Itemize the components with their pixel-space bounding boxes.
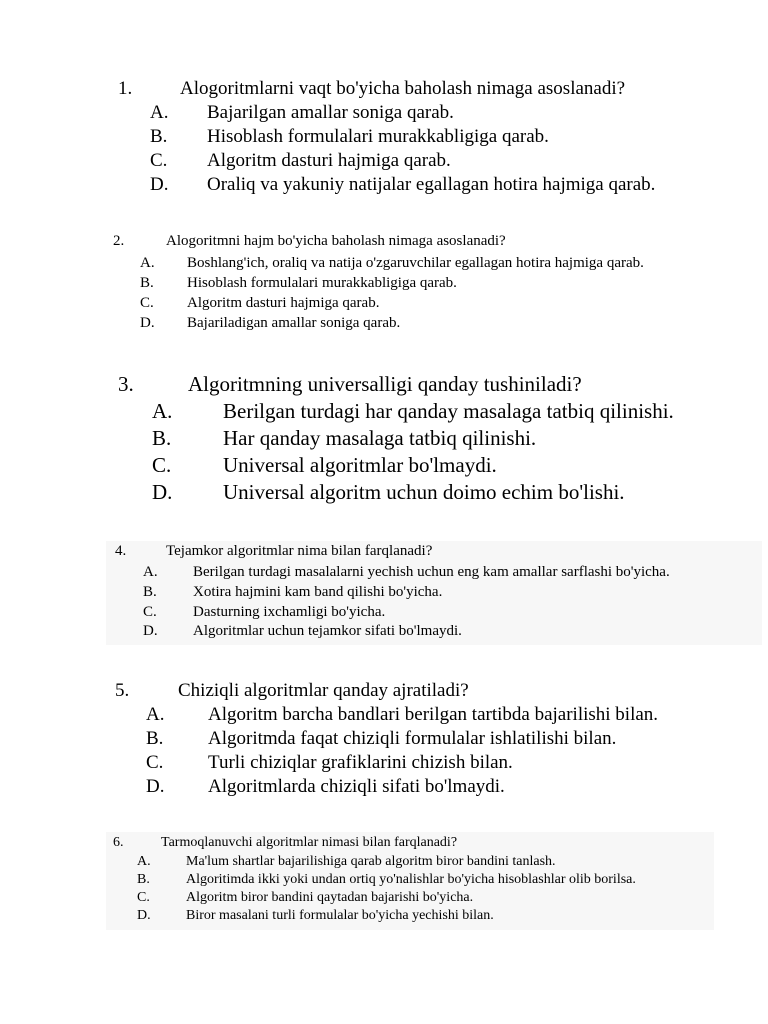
option-letter: D. (152, 480, 173, 504)
option-letter: B. (143, 584, 157, 600)
option-letter: C. (137, 890, 150, 905)
option-letter: A. (140, 255, 155, 271)
option-text: Algoritimda ikki yoki undan ortiq yo'nalishlar bo'yicha hisoblashlar olib borilsa. (186, 872, 636, 887)
option-letter: C. (146, 752, 164, 773)
question-text: Chiziqli algoritmlar qanday ajratiladi? (178, 680, 469, 701)
question-text: Tejamkor algoritmlar nima bilan farqlanadi? (166, 543, 433, 559)
option-letter: D. (140, 315, 155, 331)
option-text: Ma'lum shartlar bajarilishiga qarab algoritm biror bandini tanlash. (186, 854, 556, 869)
question-number: 6. (113, 835, 124, 850)
option-letter: B. (146, 728, 164, 749)
option-text: Dasturning ixchamligi bo'yicha. (193, 604, 386, 620)
option-letter: C. (150, 150, 168, 171)
question-text: Alogoritmlarni vaqt bo'yicha baholash nimaga asoslanadi? (180, 78, 626, 99)
option-text: Bajarilgan amallar soniga qarab. (207, 102, 454, 123)
option-letter: A. (143, 564, 158, 580)
option-text: Hisoblash formulalari murakkabligiga qarab. (187, 275, 457, 291)
option-letter: A. (137, 854, 151, 869)
question-number: 1. (118, 78, 133, 99)
question-text: Alogoritmni hajm bo'yicha baholash nimaga asoslanadi? (166, 233, 506, 249)
option-letter: D. (143, 623, 158, 639)
option-letter: B. (152, 426, 172, 450)
question-text: Algoritmning universalligi qanday tushiniladi? (188, 372, 582, 396)
option-text: Boshlang'ich, oraliq va natija o'zgaruvchilar egallagan hotira hajmiga qarab. (187, 255, 644, 271)
option-text: Universal algoritm uchun doimo echim bo'lishi. (223, 480, 625, 504)
option-text: Bajariladigan amallar soniga qarab. (187, 315, 401, 331)
option-text: Algoritm barcha bandlari berilgan tartibda bajarilishi bilan. (208, 704, 659, 725)
option-text: Turli chiziqlar grafiklarini chizish bilan. (208, 752, 513, 773)
option-letter: C. (152, 453, 172, 477)
question-text: Tarmoqlanuvchi algoritmlar nimasi bilan farqlanadi? (161, 835, 458, 850)
option-letter: B. (137, 872, 150, 887)
option-text: Hisoblash formulalari murakkabligiga qarab. (207, 126, 549, 147)
option-text: Algoritmlar uchun tejamkor sifati bo'lmaydi. (193, 623, 462, 639)
option-text: Biror masalani turli formulalar bo'yicha yechishi bilan. (186, 908, 494, 923)
option-text: Universal algoritmlar bo'lmaydi. (223, 453, 497, 477)
option-text: Berilgan turdagi har qanday masalaga tatbiq qilinishi. (223, 399, 674, 423)
option-text: Oraliq va yakuniy natijalar egallagan hotira hajmiga qarab. (207, 174, 656, 195)
option-text: Har qanday masalaga tatbiq qilinishi. (223, 426, 537, 450)
option-letter: C. (143, 604, 157, 620)
option-text: Xotira hajmini kam band qilishi bo'yicha. (193, 584, 443, 600)
option-text: Algoritm dasturi hajmiga qarab. (207, 150, 451, 171)
option-letter: A. (152, 399, 173, 423)
option-letter: D. (146, 776, 165, 797)
option-letter: C. (140, 295, 154, 311)
option-letter: D. (137, 908, 151, 923)
question-number: 3. (118, 372, 134, 396)
option-letter: B. (140, 275, 154, 291)
option-letter: A. (150, 102, 169, 123)
option-text: Algoritmda faqat chiziqli formulalar ishlatilishi bilan. (208, 728, 617, 749)
option-text: Algoritmlarda chiziqli sifati bo'lmaydi. (208, 776, 505, 797)
option-text: Berilgan turdagi masalalarni yechish uchun eng kam amallar sarflashi bo'yicha. (193, 564, 670, 580)
option-text: Algoritm biror bandini qaytadan bajarishi bo'yicha. (186, 890, 474, 905)
option-letter: D. (150, 174, 169, 195)
question-number: 2. (113, 233, 125, 249)
option-letter: A. (146, 704, 165, 725)
question-number: 4. (115, 543, 127, 559)
option-letter: B. (150, 126, 168, 147)
option-text: Algoritm dasturi hajmiga qarab. (187, 295, 380, 311)
question-number: 5. (115, 680, 130, 701)
